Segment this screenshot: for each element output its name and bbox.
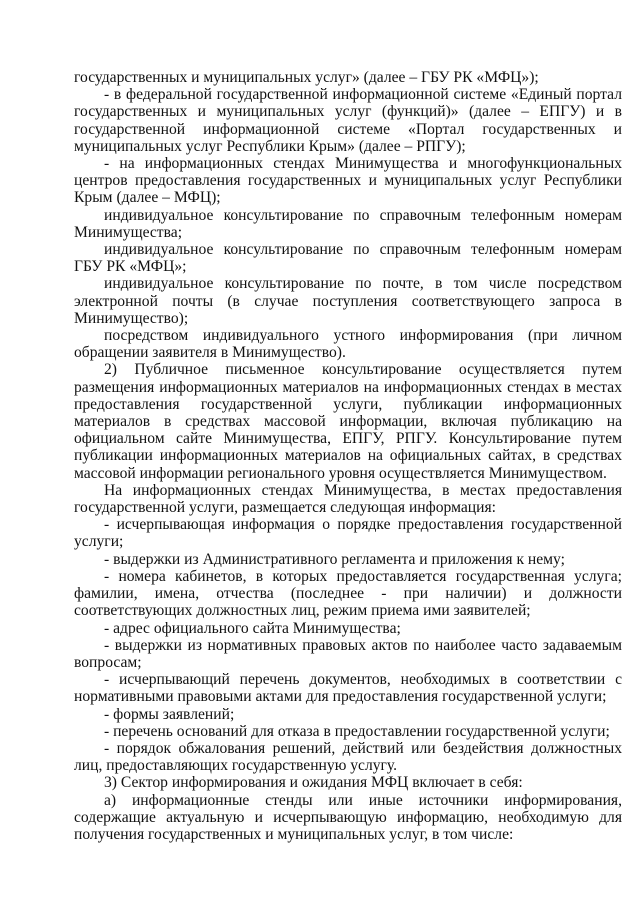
list-item-application-forms: - формы заявлений; [104,705,235,723]
paragraph-stands-intro: На информационных стендах Минимущества, в местах предоставления государственной услуги, размещается следующая информация: [74,481,622,517]
paragraph-phone-minimushchestvo: индивидуальное консультирование по справочным телефонным номерам Минимущества; [74,206,622,241]
list-item-appeal-procedure: - порядок обжалования решений, действий или бездействия должностных лиц, предоставляющих государственную услугу. [74,739,622,775]
list-item-documents-list: - исчерпывающий перечень документов, необходимых в соответствии с нормативными правовыми актами для предоставления государственной услуги; [74,671,622,706]
list-item-refusal-grounds: - перечень оснований для отказа в предоставлении государственной услуги; [104,722,610,740]
list-item-website-address: - адрес официального сайта Минимущества; [104,619,401,637]
list-item-office-numbers: - номера кабинетов, в которых предоставляется государственная услуга; фамилии, имена, отчества (последнее - при наличии) и должности соответствующих должностных лиц, режим приема ими заявителей; [74,567,622,620]
document-page [74,69,622,843]
paragraph-phone-mfc: индивидуальное консультирование по справочным телефонным номерам ГБУ РК «МФЦ»; [74,241,622,276]
paragraph-info-stands: - на информационных стендах Минимущества и многофункциональных центров предоставления государственных и муниципальных услуг Республики Крым (далее – МФЦ); [74,155,622,207]
paragraph-mfc-stands: а) информационные стенды или иные источники информирования, содержащие актуальную и исчерпывающую информацию, необходимую для получения государственных и муниципальных услуг, в том числе: [74,791,622,843]
list-item-procedure-info: - исчерпывающая информация о порядке предоставления государственной услуги; [74,516,622,551]
paragraph-public-written-consulting: 2) Публичное письменное консультирование осуществляется путем размещения информационных материалов на информационных стендах в местах предоставления государственной услуги, публикации информационных материалов в средствах массовой информации, включая публикацию на официальном сайте Минимущества, ЕПГУ, РПГУ. Консультирование путем публикации информационных материалов на официальных сайтах, в средствах массовой информации регионального уровня осуществляется Минимуществом. [74,361,622,482]
list-item-regulation-extracts: - выдержки из Административного регламента и приложения к нему; [104,550,565,568]
paragraph-mail-consulting: индивидуальное консультирование по почте, в том числе посредством электронной почты (в случае поступления соответствующего запроса в Минимущество); [74,275,622,327]
paragraph-continuation: государственных и муниципальных услуг» (далее – ГБУ РК «МФЦ»); [74,69,539,86]
paragraph-epgu-rpgu: - в федеральной государственной информационной системе «Единый портал государственных и муниципальных услуг (функций)» (далее – ЕПГУ) и в государственной информационной системе «Портал государственных и муниципальных услуг Республики Крым» (далее – РПГУ); [74,86,622,155]
paragraph-mfc-sector: 3) Сектор информирования и ожидания МФЦ включает в себя: [104,774,523,792]
paragraph-oral-informing: посредством индивидуального устного информирования (при личном обращении заявителя в Минимущество). [74,327,622,362]
list-item-legal-extracts: - выдержки из нормативных правовых актов по наиболее часто задаваемым вопросам; [74,636,622,671]
